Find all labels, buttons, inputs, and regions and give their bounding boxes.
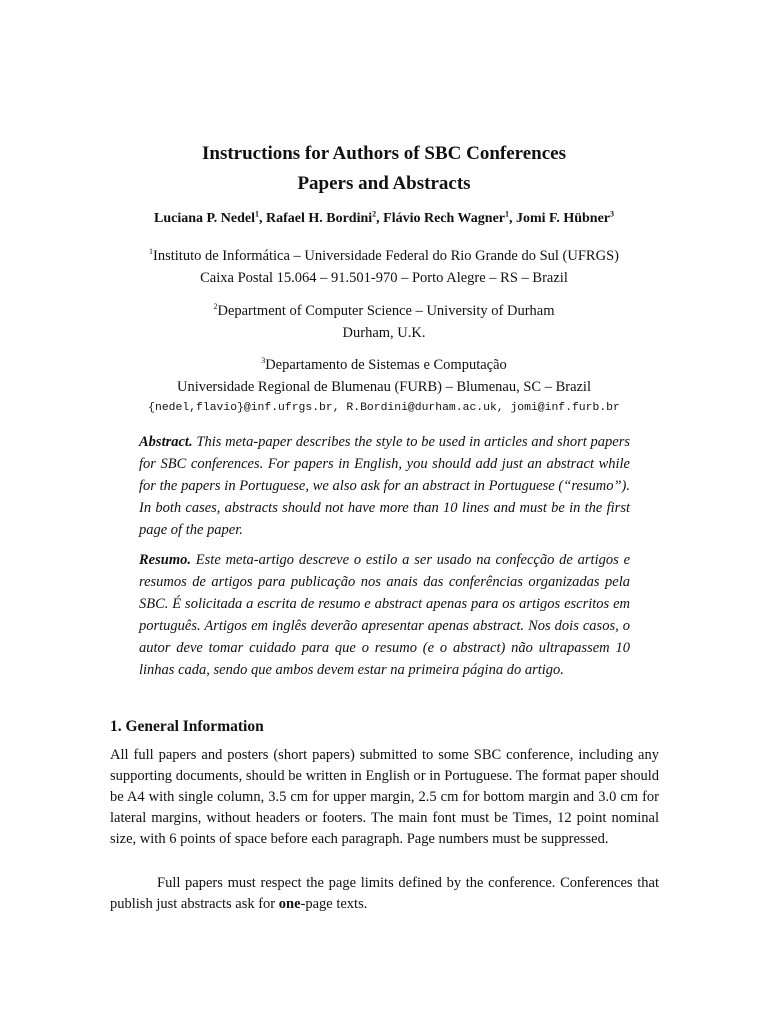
author-separator: , [258,211,266,226]
affiliation-mark: 3 [261,356,266,366]
abstract-english [139,431,630,541]
author-name: Rafael H. Bordini [265,211,373,226]
affiliation-line: $^2$Department of Computer Science – University of Durham [213,302,555,319]
author-name: Luciana P. Nedel [153,211,255,226]
abstract-portuguese [139,549,630,681]
author-affiliation-mark: 3 [610,209,614,219]
body-paragraph: All full papers and posters (short papers) submitted to some SBC conference, including any supporting documents, should be written in English or in Portuguese. The format paper should be A4 with single column, 3.5 cm for upper margin, 2.5 cm for bottom margin and 3.0 cm for lateral margins, without headers or footers. The main font must be Times, 12 point nominal size, with 6 points of space before each paragraph. Page numbers must be suppressed. [110,747,659,847]
author-affiliation-mark: 2 [372,209,377,219]
affiliation-mark: 1 [149,247,154,257]
affiliation-address: Durham, U.K. [342,325,426,341]
paper-title-line-2: Papers and Abstracts [297,173,471,194]
author-separator: , [509,211,516,226]
abstract-text: This meta-paper describes the style to be used in articles and short papers for SBC conferences. For papers in English, you should add just an abstract while for the papers in Portuguese, we also ask for an abstract in Portuguese (“resumo”). In both cases, abstracts should not have more than 10 lines and must be in the first page of the paper. [139,434,631,538]
resumo-label: Resumo. [139,552,191,568]
abstract-label: Abstract. [139,434,193,450]
affiliation-address: Universidade Regional de Blumenau (FURB) – Blumenau, SC – Brazil [177,379,591,395]
affiliation-line: $^3$Departamento de Sistemas e Computação [261,356,507,373]
author-emails: {nedel,flavio}@inf.ufrgs.br, R.Bordini@durham.ac.uk, jomi@inf.furb.br [148,402,620,414]
affiliation-mark: 2 [213,302,218,312]
affiliation-block [0,300,768,344]
paper-title-line-1: Instructions for Authors of SBC Conferences [202,143,566,164]
section-heading: 1. General Information [110,718,264,735]
author-name: Flávio Rech Wagner [383,211,505,226]
affiliation-line: $^1$Instituto de Informática – Universidade Federal do Rio Grande do Sul (UFRGS) [149,247,619,264]
resumo-text: Este meta-artigo descreve o estilo a ser usado na confecção de artigos e resumos de artigos para publicação nos anais das conferências organizadas pela SBC. É solicitada a escrita de resumo e abstract apenas para os artigos escritos em português. Artigos em inglês deverão apresentar apenas abstract. Nos dois casos, o autor deve tomar cuidado para que o resumo (e o abstract) não ultrapassem 10 linhas cada, sendo que ambos devem estar na primeira página do artigo. [139,552,631,678]
author-separator: , [376,211,384,226]
affiliation-block [0,245,768,289]
author-name: Jomi F. Hübner [516,211,610,226]
affiliation-address: Caixa Postal 15.064 – 91.501-970 – Porto Alegre – RS – Brazil [200,270,568,286]
author-affiliation-mark: 1 [254,209,259,219]
emphasis-text: one [278,896,301,912]
author-affiliation-mark: 1 [505,209,509,219]
affiliation-block [0,354,768,398]
body-paragraph: Full papers must respect the page limits defined by the conference. Conferences that publish just abstracts ask for one-page texts. [110,875,659,912]
author-list [0,208,768,230]
